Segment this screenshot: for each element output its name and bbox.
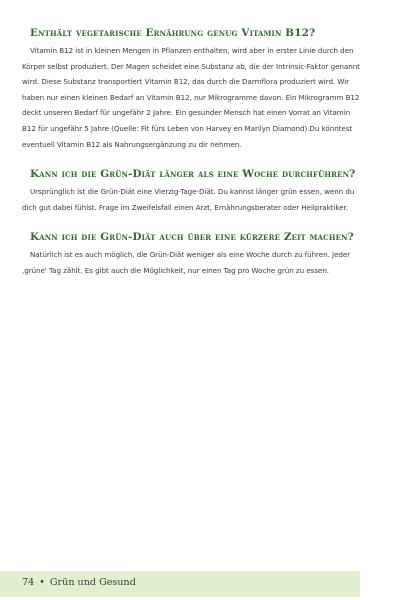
faq-section-longer-than-week: [22, 168, 366, 215]
faq-section-shorter-time: [22, 231, 366, 278]
section-paragraph: Ursprünglich ist die Grün-Diät eine Vierzig-Tage-Diät. Du kannst länger grün essen, wenn du dich gut dabei fühlst. Frage im Zweifelsfall einen Arzt, Ernährungsberater oder Heilpraktiker.: [22, 187, 355, 212]
section-heading: Kann ich die Grün-Diät länger als eine Woche durchführen?: [30, 168, 356, 181]
faq-section-vitamin-b12: [22, 27, 366, 152]
page-number: 74: [22, 577, 35, 588]
footer-separator: •: [39, 577, 45, 588]
section-paragraph: Vitamin B12 ist in kleinen Mengen in Pflanzen enthalten, wird aber in erster Linie durch den Körper selbst produziert. Der Magen scheidet eine Substanz ab, die der Intrinsic-Faktor genannt wird. Diese Substanz transportiert Vitamin B12, das durch die Darmflora produziert wird. Wir haben nur einen kleinen Bedarf an Vitamin B12, nur Mikrogramme davon. Ein Mikrogramm B12 deckt unseren Bedarf für ungefähr 2 Jahre. Ein gesunder Mensch hat einen Vorrat an Vitamin B12 für ungefähr 5 Jahre (Quelle: Fit fürs Leben von Harvey en Marilyn Diamond).Du könntest eventuell Vitamin B12 als Nahrungsergänzung zu dir nehmen.: [22, 46, 360, 149]
page-footer: [22, 577, 136, 588]
book-title: Grün und Gesund: [49, 577, 136, 588]
section-heading: Enthält vegetarische Ernährung genug Vitamin B12?: [30, 27, 316, 39]
section-paragraph: Natürlich ist es auch möglich, die Grün-Diät weniger als eine Woche durch zu führen. Jeder ‚grüne' Tag zählt. Es gibt auch die Möglichkeit, nur einen Tag pro Woche grün zu essen.: [22, 250, 351, 275]
section-heading: Kann ich die Grün-Diät auch über eine kürzere Zeit machen?: [30, 231, 354, 244]
page-content: [22, 27, 366, 295]
